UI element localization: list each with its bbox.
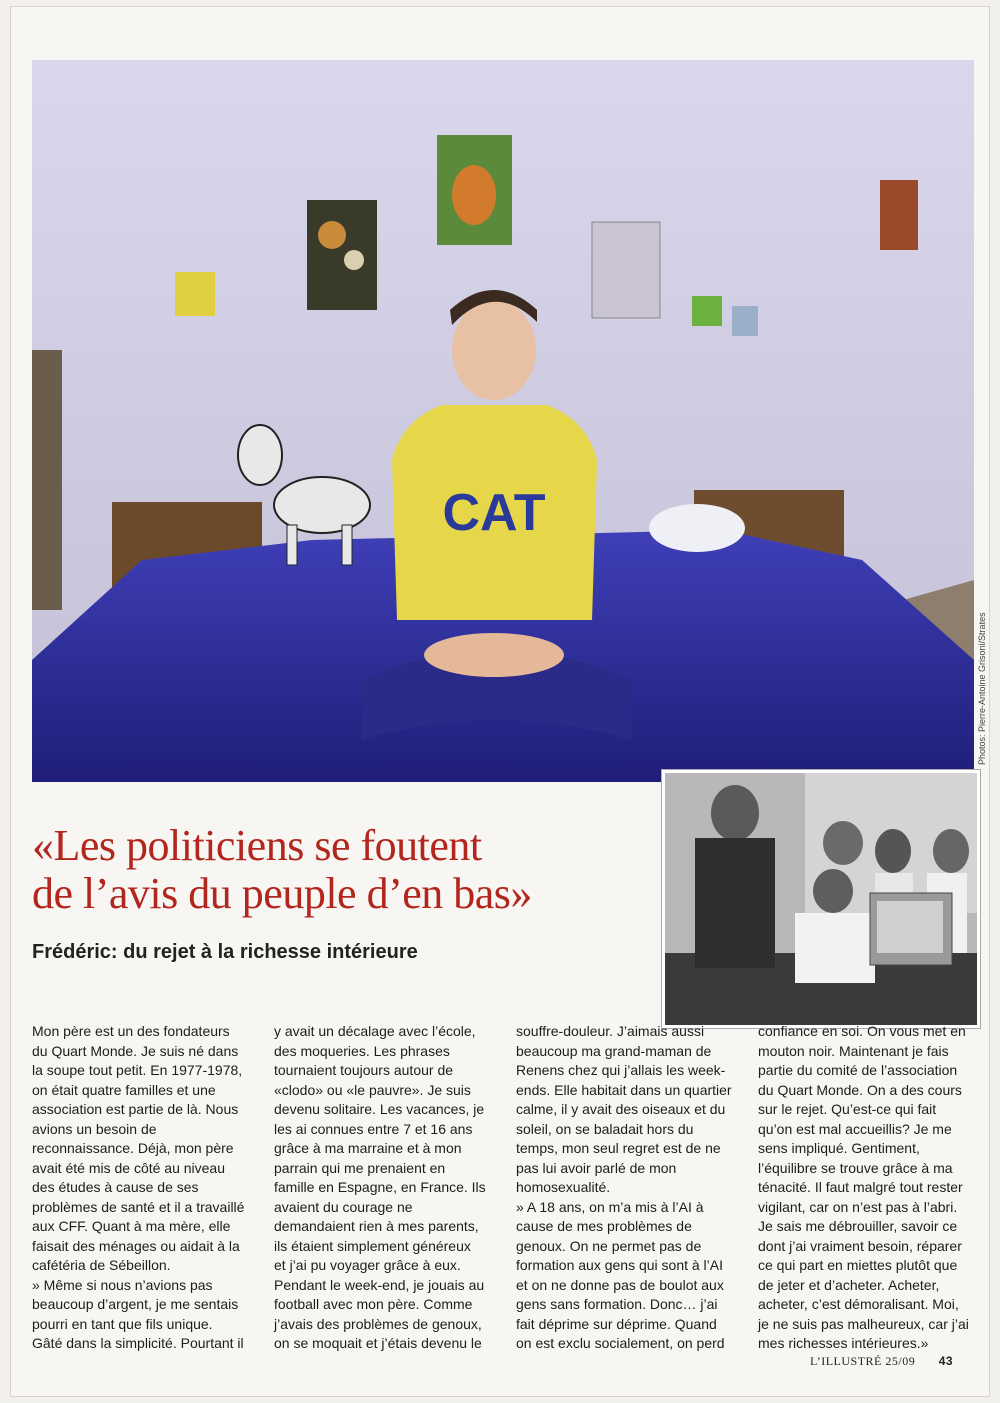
issue-number: 25/09	[885, 1354, 916, 1368]
magazine-name: L’ILLUSTRÉ	[810, 1354, 882, 1368]
headline-line-1: «Les politiciens se foutent	[32, 821, 482, 870]
page-folio	[810, 1354, 953, 1369]
main-photo	[32, 60, 974, 782]
inset-photo	[662, 770, 980, 1028]
headline-line-2: de l’avis du peuple d’en bas»	[32, 869, 532, 918]
page-number: 43	[938, 1354, 954, 1368]
shirt-print: CAT	[442, 484, 546, 542]
family-illustration	[665, 773, 977, 1025]
body-column-1: Mon père est un des fondateurs du Quart Monde. Je suis né dans la soupe tout petit. En 1977-1978, on était quatre familles et une association est partie de là. Nous avions un besoin de reconnaissance. Déjà, mon père avait été mis de côté au niveau des études à cause de ses problèmes de santé et il a travaillé aux CFF. Quant à ma mère, elle faisait des ménages ou aidait à la cafétéria de Sébeillon. » Même si nous n’avions pas beaucoup d’argent, je me sentais pourri en tant que fils unique. Gâté dans la simplicité. Pourtant il	[32, 1023, 245, 1351]
body-column-4: confiance en soi. On vous met en mouton noir. Maintenant je fais partie du comité de l’association du Quart Monde. On a des cours sur le rejet. Qu’est-ce qui fait qu’on est mal accueillis? Je me sens impliqué. Gentiment, l’équilibre se trouve grâce à ma ténacité. Il faut malgré tout rester vigilant, car on n’est pas à l’abri. Je sais me débrouiller, savoir ce dont j’ai vraiment besoin, réparer ce qui part en miettes plutôt que de jeter et d’acheter. Acheter, acheter, c’est démoralisant. Moi, je ne suis pas malheureux, car j’ai mes richesses intérieures.»	[758, 1023, 969, 1351]
photo-credit: Photos: Pierre-Antoine Grisoni/Strates	[977, 612, 987, 765]
bedroom-illustration	[32, 60, 974, 782]
headline	[32, 822, 672, 918]
body-column-2: y avait un décalage avec l’école, des moqueries. Les phrases tournaient toujours autour de «clodo» ou «le pauvre». Je suis devenu solitaire. Les vacances, je les ai connues entre 7 et 16 ans grâce à ma marraine et à mon parrain qui me prenaient en famille en Espagne, en France. Ils avaient du courage ne demandaient rien à mes parents, ils étaient simplement généreux et j’ai pu voyager grâce à eux. Pendant le week-end, je jouais au football avec mon père. Comme j’avais des problèmes de genoux, on se moquait et j’étais devenu le	[274, 1023, 486, 1351]
body-column-3: souffre-douleur. J’aimais aussi beaucoup ma grand-maman de Renens chez qui j’allais les week- ends. Elle habitait dans un quartier calme, il y avait des oiseaux et du soleil, on se baladait hors du temps, mon seul regret est de ne pas lui avoir parlé de mon homosexualité. » A 18 ans, on m’a mis à l’AI à cause de mes problèmes de genoux. On ne permet pas de formation aux gens qui sont à l’AI et on ne donne pas de boulot aux gens sans formation. Donc… j’ai fait déprime sur déprime. Quand on est exclu socialement, on perd	[516, 1023, 732, 1351]
subhead: Frédéric: du rejet à la richesse intérieure	[32, 941, 418, 963]
